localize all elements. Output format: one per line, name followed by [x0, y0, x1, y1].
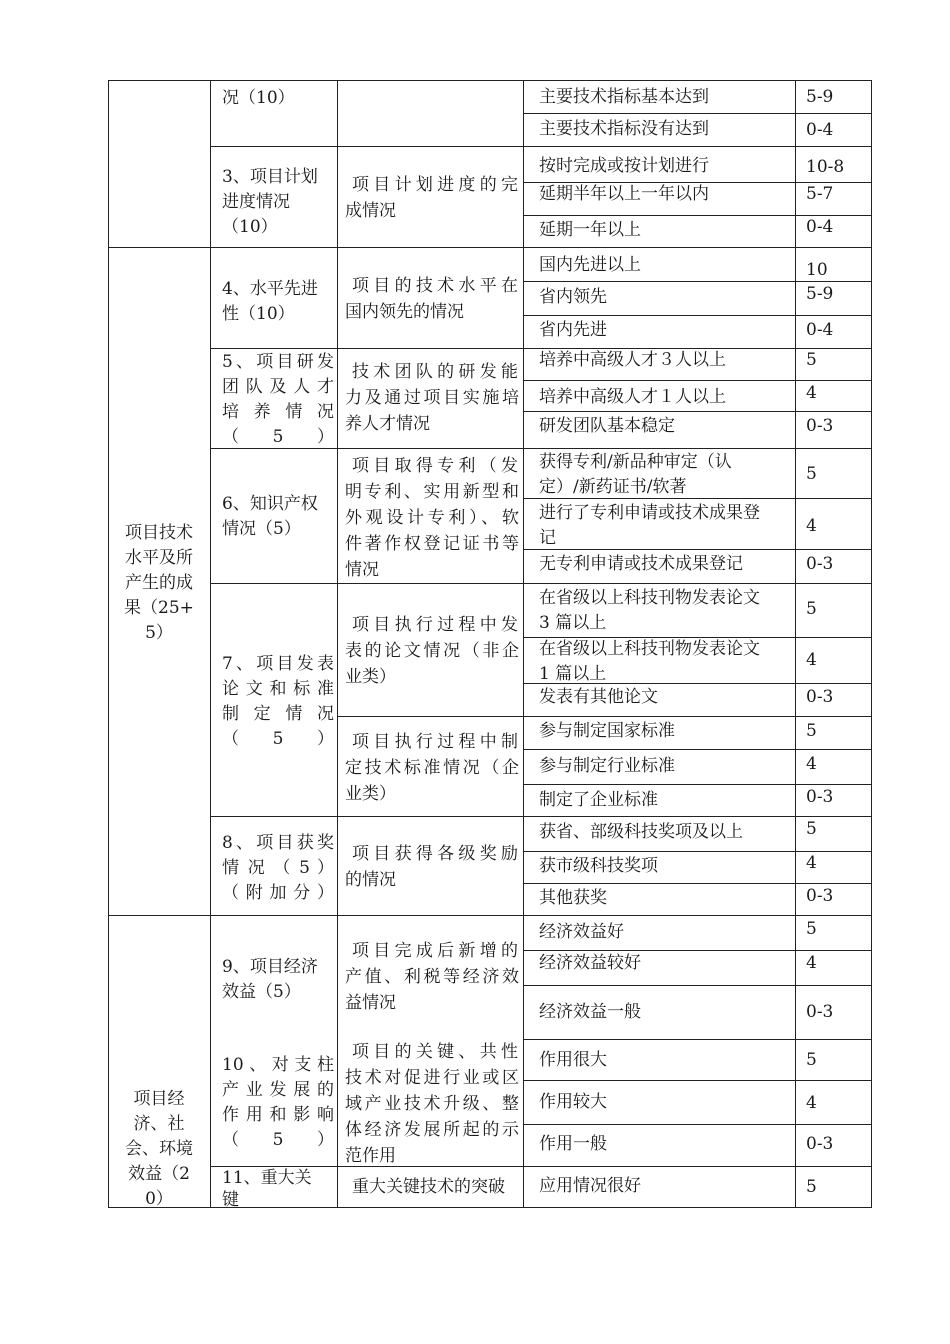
content-text: 的情况: [345, 870, 396, 890]
item-label: 5、项目研发: [222, 352, 334, 372]
score-value: 0-3: [806, 687, 834, 707]
criterion-text: 1 篇以上: [539, 664, 607, 684]
item-label: 培 养 情 况: [222, 402, 334, 422]
content-text: 项目获得各级奖励: [352, 844, 518, 864]
grid-hline: [523, 1039, 872, 1040]
grid-hline: [108, 247, 872, 248]
item-label: 效益（5）: [222, 982, 301, 1002]
item-label: （5）: [222, 729, 334, 749]
criterion-text: 培养中高级人才３人以上: [539, 350, 726, 370]
criterion-text: 研发团队基本稳定: [539, 416, 675, 436]
score-value: 5: [806, 1050, 817, 1070]
grid-vline: [210, 80, 211, 1208]
criterion-text: 3 篇以上: [539, 613, 607, 633]
score-value: 0-3: [806, 1134, 834, 1154]
group-label-econ: 项目经: [133, 1089, 185, 1109]
grid-hline: [523, 1080, 872, 1081]
score-value: 5-9: [806, 284, 834, 304]
grid-hline: [523, 749, 872, 750]
criterion-text: 无专利申请或技术成果登记: [539, 554, 743, 574]
criterion-text: 获省、部级科技奖项及以上: [539, 822, 743, 842]
content-text: 体经济发展所起的示: [345, 1120, 519, 1140]
score-value: 5-7: [806, 184, 834, 204]
item-label: 进度情况: [222, 192, 290, 212]
criterion-text: 发表有其他论文: [539, 687, 658, 707]
group-label-econ: 效益（2: [128, 1164, 190, 1184]
criterion-text: 获得专利/新品种审定（认: [539, 452, 732, 472]
item-label: 3、项目计划: [222, 167, 318, 187]
content-text: 项目的关键、共性: [352, 1042, 518, 1062]
item-label: 4、水平先进: [222, 279, 318, 299]
score-value: 0-3: [806, 416, 834, 436]
score-value: 4: [806, 516, 817, 536]
item-label: 制 定 情 况: [222, 704, 334, 724]
criterion-text: 作用较大: [539, 1092, 607, 1112]
item-label: 9、项目经济: [222, 957, 318, 977]
score-value: 5: [806, 721, 817, 741]
item-label: 情 况 （ 5 ）: [222, 858, 334, 878]
content-text: 域产业技术升级、整: [345, 1094, 519, 1114]
grid-hline: [523, 985, 872, 986]
criterion-text: 在省级以上科技刊物发表论文: [539, 588, 760, 608]
criterion-text: 延期半年以上一年以内: [539, 184, 709, 204]
grid-hline: [523, 315, 872, 316]
item-label: 10、对支柱: [222, 1055, 334, 1075]
score-value: 5: [806, 1177, 817, 1197]
content-text: 外观设计专利）、软: [345, 508, 519, 528]
grid-hline: [210, 816, 872, 817]
score-value: 0-4: [806, 217, 834, 237]
criterion-text: 经济效益较好: [539, 953, 641, 973]
grid-vline: [108, 80, 109, 1208]
item-label: 8、项目获奖: [222, 833, 334, 853]
content-text: 产值、利税等经济效: [345, 967, 519, 987]
content-text: 技术团队的研发能: [352, 362, 518, 382]
criterion-text: 进行了专利申请或技术成果登: [539, 503, 760, 523]
score-value: 5-9: [806, 87, 834, 107]
content-text: 明专利、实用新型和: [345, 482, 519, 502]
content-text: 项目取得专利（发: [352, 456, 518, 476]
item-label: 11、重大关: [222, 1168, 312, 1188]
item-label: 情况（5）: [222, 519, 301, 539]
content-text: 表的论文情况（非企: [345, 641, 519, 661]
grid-hline: [523, 380, 872, 381]
content-text: 项目计划进度的完: [352, 175, 518, 195]
item-label: （5）: [222, 1130, 334, 1150]
criterion-text: 经济效益一般: [539, 1002, 641, 1022]
item-label: （附加分）: [222, 883, 334, 903]
score-value: 4: [806, 853, 817, 873]
score-value: 5: [806, 919, 817, 939]
score-value: 5: [806, 350, 817, 370]
content-text: 国内领先的情况: [345, 302, 464, 322]
content-text: 益情况: [345, 993, 396, 1013]
group-label-tech: 产生的成: [125, 573, 193, 593]
item-label: （10）: [222, 217, 278, 237]
item-label: 况（10）: [222, 88, 295, 108]
criterion-text: 国内先进以上: [539, 255, 641, 275]
score-value: 5: [806, 464, 817, 484]
score-value: 0-3: [806, 1002, 834, 1022]
item-label: 6、知识产权: [222, 494, 318, 514]
criterion-text: 作用一般: [539, 1134, 607, 1154]
grid-hline: [523, 113, 872, 114]
content-text: 定技术标准情况（企: [345, 758, 519, 778]
grid-hline: [337, 716, 872, 717]
score-value: 10: [806, 260, 828, 280]
content-text: 力及通过项目实施培: [345, 388, 519, 408]
criterion-text: 经济效益好: [539, 922, 624, 942]
item-label: 7、项目发表: [222, 654, 334, 674]
content-text: 件著作权登记证书等: [345, 534, 519, 554]
item-label: （5）: [222, 427, 334, 447]
criterion-text: 参与制定国家标准: [539, 721, 675, 741]
group-label-econ: 济、社: [133, 1114, 185, 1134]
score-value: 4: [806, 754, 817, 774]
score-value: 0-3: [806, 886, 834, 906]
content-text: 业类）: [345, 784, 396, 804]
score-value: 4: [806, 650, 817, 670]
item-label: 论文和标准: [222, 679, 334, 699]
criterion-text: 获市级科技奖项: [539, 856, 658, 876]
criterion-text: 在省级以上科技刊物发表论文: [539, 639, 760, 659]
item-label: 产业发展的: [222, 1080, 334, 1100]
criterion-text: 应用情况很好: [539, 1176, 641, 1196]
criterion-text: 作用很大: [539, 1050, 607, 1070]
group-label-tech: 5）: [145, 623, 173, 643]
criterion-text: 其他获奖: [539, 888, 607, 908]
content-text: 养人才情况: [345, 414, 430, 434]
grid-hline: [523, 549, 872, 550]
item-label: 作用和影响: [222, 1105, 334, 1125]
grid-hline: [523, 1124, 872, 1125]
criterion-text: 主要技术指标没有达到: [539, 119, 709, 139]
group-label-tech: 水平及所: [125, 548, 193, 568]
item-label: 性（10）: [222, 304, 295, 324]
criterion-text: 省内领先: [539, 287, 607, 307]
score-value: 0-4: [806, 320, 834, 340]
group-label-econ: 0）: [145, 1189, 173, 1209]
grid-hline: [108, 915, 872, 916]
item-label: 键: [222, 1190, 239, 1210]
criterion-text: 定）/新药证书/软著: [539, 477, 687, 497]
criterion-text: 记: [539, 528, 556, 548]
criterion-text: 培养中高级人才１人以上: [539, 387, 726, 407]
group-label-tech: 项目技术: [125, 523, 193, 543]
grid-hline: [523, 411, 872, 412]
content-text: 重大关键技术的突破: [352, 1177, 505, 1197]
grid-vline: [337, 80, 338, 1208]
content-text: 项目执行过程中发: [352, 615, 518, 635]
criterion-text: 延期一年以上: [539, 220, 641, 240]
criterion-text: 参与制定行业标准: [539, 756, 675, 776]
score-value: 5: [806, 599, 817, 619]
criterion-text: 主要技术指标基本达到: [539, 87, 709, 107]
content-text: 成情况: [345, 201, 396, 221]
score-value: 4: [806, 953, 817, 973]
criterion-text: 制定了企业标准: [539, 790, 658, 810]
content-text: 情况: [345, 560, 379, 580]
grid-hline: [210, 583, 872, 584]
score-value: 0-3: [806, 787, 834, 807]
score-value: 4: [806, 1093, 817, 1113]
grid-hline: [210, 146, 872, 147]
score-value: 5: [806, 819, 817, 839]
content-text: 项目完成后新增的: [352, 941, 518, 961]
score-value: 10-8: [806, 157, 845, 177]
criterion-text: 按时完成或按计划进行: [539, 156, 709, 176]
content-text: 项目的技术水平在: [352, 276, 518, 296]
group-label-tech: 果（25+: [124, 598, 194, 618]
criterion-text: 省内先进: [539, 320, 607, 340]
content-text: 范作用: [345, 1146, 396, 1166]
score-value: 0-4: [806, 120, 834, 140]
content-text: 技术对促进行业或区: [345, 1068, 519, 1088]
item-label: 团队及人才: [222, 377, 334, 397]
group-label-econ: 会、环境: [125, 1139, 193, 1159]
score-value: 4: [806, 383, 817, 403]
content-text: 项目执行过程中制: [352, 732, 518, 752]
content-text: 业类）: [345, 667, 396, 687]
score-value: 0-3: [806, 554, 834, 574]
grid-hline: [108, 80, 872, 81]
grid-hline: [523, 851, 872, 852]
